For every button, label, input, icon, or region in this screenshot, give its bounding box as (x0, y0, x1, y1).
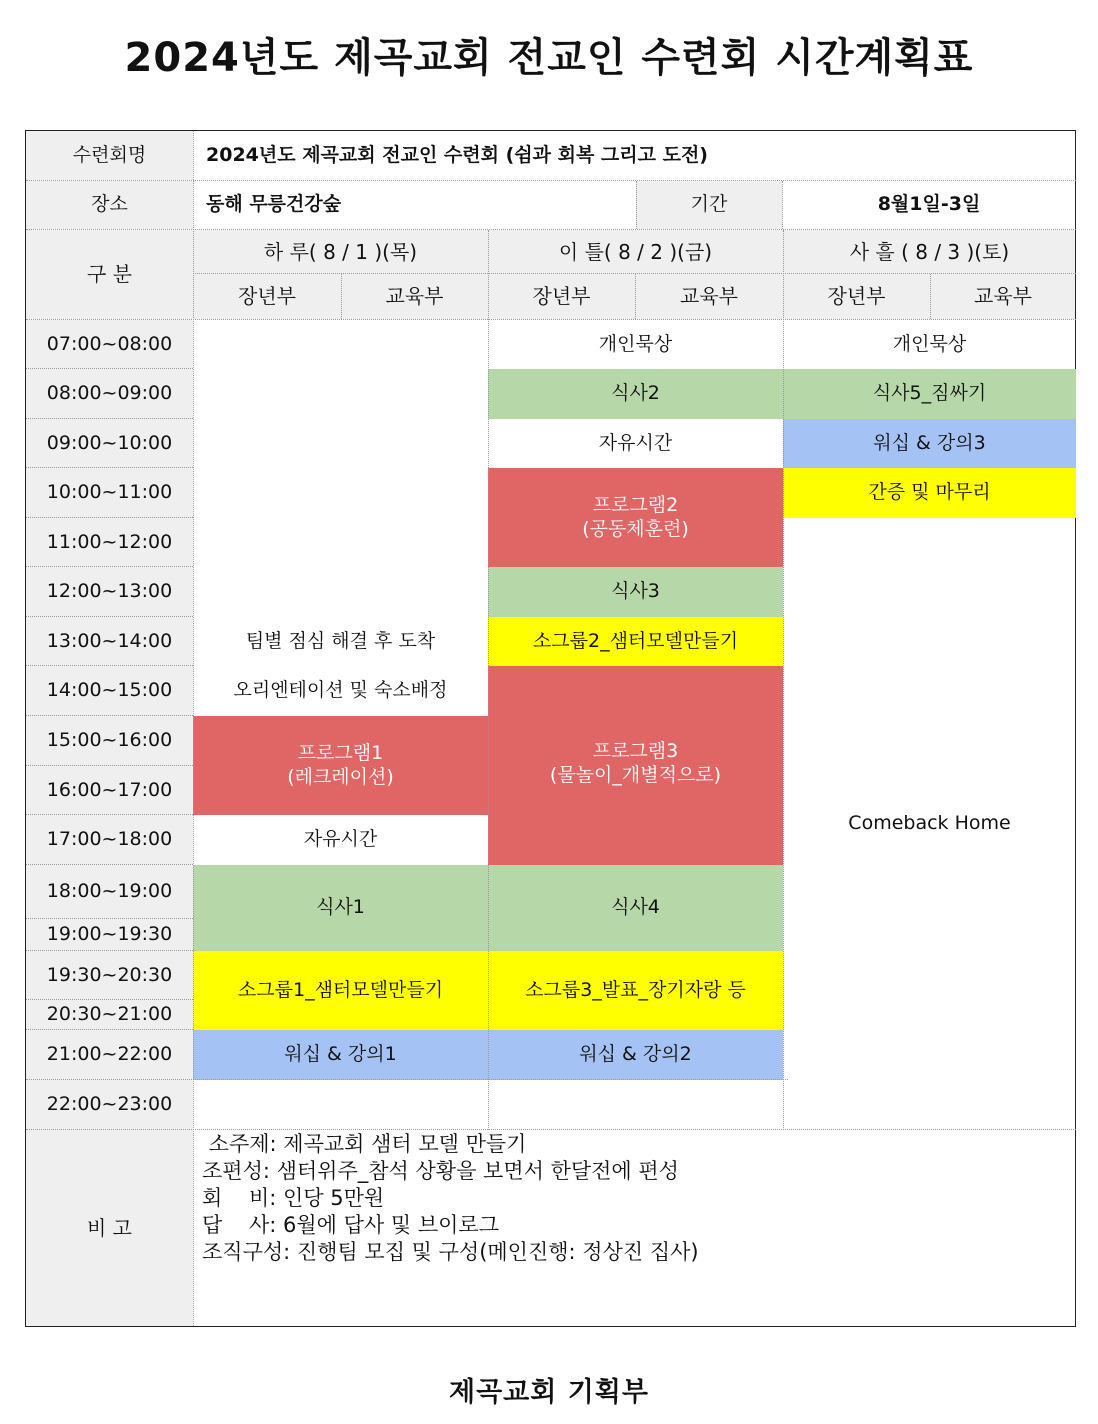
notes-line: 답 사: 6월에 답사 및 브이로그 (202, 1213, 499, 1237)
period-label: 기간 (636, 181, 782, 229)
notes-line: 회 비: 인당 5만원 (202, 1186, 385, 1210)
time-slot: 18:00~19:00 (26, 865, 193, 919)
time-slot: 19:00~19:30 (26, 919, 193, 951)
day2-header: 이 틀( 8 / 2 )(금) (558, 239, 713, 264)
notes-content (202, 1131, 1062, 1266)
program1-title: 프로그램1 (297, 741, 384, 764)
period-value: 8월1일-3일 (877, 193, 981, 216)
grid-line (26, 517, 193, 518)
day1-program1 (193, 716, 488, 815)
time-slot: 07:00~08:00 (26, 320, 193, 369)
day3-sub-edu: 교육부 (974, 284, 1032, 308)
grid-line (26, 467, 193, 468)
program2-title: 프로그램2 (592, 493, 679, 516)
program3-subtitle: (물놀이_개별적으로) (549, 763, 722, 786)
grid-line (341, 274, 342, 319)
grid-line (26, 566, 193, 567)
day1-smallgroup1: 소그룹1_샘터모델만들기 (193, 951, 488, 1030)
day1-header: 하 루( 8 / 1 )(목) (263, 239, 418, 264)
footer-department: 제곡교회 기획부 (449, 1377, 649, 1408)
time-slot: 20:30~21:00 (26, 1000, 193, 1030)
grid-line (26, 918, 193, 919)
grid-line (26, 1129, 1076, 1130)
day3-sub-youth: 장년부 (827, 284, 886, 308)
place-label: 장소 (26, 181, 193, 229)
time-slot: 14:00~15:00 (26, 666, 193, 716)
grid-line (783, 230, 784, 1130)
day2-free-time: 자유시간 (598, 431, 673, 454)
grid-line (26, 715, 193, 716)
grid-line (26, 950, 193, 951)
time-slot: 17:00~18:00 (26, 815, 193, 865)
notes-label: 비 고 (26, 1130, 193, 1326)
event-name-value: 2024년도 제곡교회 전교인 수련회 (쉼과 회복 그리고 도전) (206, 143, 708, 166)
day3-header: 사 흘 ( 8 / 3 )(토) (849, 239, 1010, 264)
day3-testimony: 간증 및 마무리 (783, 468, 1076, 518)
time-slot: 09:00~10:00 (26, 419, 193, 468)
notes-line: 조직구성: 진행팀 모집 및 구성(메인진행: 정상진 집사) (202, 1240, 699, 1264)
grid-line (26, 616, 193, 617)
grid-line (26, 418, 193, 419)
grid-line (26, 368, 193, 369)
grid-line (26, 765, 193, 766)
day2-smallgroup3: 소그룹3_발표_장기자랑 등 (488, 951, 783, 1030)
day3-meditation: 개인묵상 (892, 332, 967, 355)
grid-line (26, 1079, 788, 1080)
time-slot: 15:00~16:00 (26, 716, 193, 766)
grid-line (26, 814, 193, 815)
grid-line (635, 274, 636, 319)
time-slot: 12:00~13:00 (26, 567, 193, 617)
day2-meal3: 식사3 (488, 567, 783, 617)
program3-title: 프로그램3 (592, 740, 679, 762)
grid-line (488, 230, 489, 1130)
day3-meal5: 식사5_짐싸기 (783, 369, 1076, 419)
day2-smallgroup2: 소그룹2_샘터모델만들기 (488, 617, 783, 666)
time-slot: 08:00~09:00 (26, 369, 193, 419)
day1-worship1: 워십 & 강의1 (193, 1030, 488, 1080)
grid-line (193, 131, 194, 1326)
day1-meal1: 식사1 (193, 865, 488, 951)
grid-line (26, 1029, 193, 1030)
day2-sub-edu: 교육부 (680, 284, 738, 308)
day1-sub-edu: 교육부 (385, 284, 444, 308)
grid-line (26, 864, 193, 865)
page-title: 2024년도 제곡교회 전교인 수련회 시간계획표 (124, 35, 974, 81)
program2-subtitle: (공동체훈련) (582, 517, 689, 540)
time-slot: 19:30~20:30 (26, 951, 193, 1000)
day1-free-time: 자유시간 (303, 828, 378, 851)
grid-line (26, 319, 1076, 320)
grid-line (782, 181, 783, 229)
day2-worship2: 워십 & 강의2 (488, 1030, 783, 1080)
day2-meal4: 식사4 (488, 865, 783, 951)
time-slot: 21:00~22:00 (26, 1030, 193, 1080)
day2-program2 (488, 468, 783, 567)
place-value: 동해 무릉건강숲 (206, 193, 342, 216)
day2-meditation: 개인묵상 (598, 332, 673, 355)
day2-sub-youth: 장년부 (532, 284, 591, 308)
time-slot: 13:00~14:00 (26, 617, 193, 666)
grid-line (26, 665, 193, 666)
time-slot: 22:00~23:00 (26, 1080, 193, 1130)
day1-orientation: 오리엔테이션 및 숙소배정 (233, 679, 448, 702)
program1-subtitle: (레크레이션) (287, 765, 394, 788)
day1-sub-youth: 장년부 (238, 284, 296, 308)
day1-lunch: 팀별 점심 해결 후 도착 (245, 629, 436, 652)
time-slot: 11:00~12:00 (26, 518, 193, 567)
notes-line: 조편성: 샘터위주_참석 상황을 보면서 한달전에 편성 (202, 1159, 679, 1183)
grid-line (26, 999, 193, 1000)
day3-worship3: 워십 & 강의3 (783, 419, 1076, 468)
grid-line (636, 181, 637, 229)
day2-meal2: 식사2 (488, 369, 783, 419)
event-name-label: 수련회명 (26, 131, 193, 180)
day2-program3 (488, 666, 783, 865)
grid-line (26, 180, 1076, 181)
grid-line (26, 229, 1076, 230)
grid-line (930, 274, 931, 319)
day3-comeback-home: Comeback Home (848, 812, 1011, 835)
time-slot: 16:00~17:00 (26, 766, 193, 815)
notes-line: 소주제: 제곡교회 샘터 모델 만들기 (202, 1132, 527, 1156)
time-slot: 10:00~11:00 (26, 468, 193, 518)
category-label: 구 분 (26, 230, 193, 319)
